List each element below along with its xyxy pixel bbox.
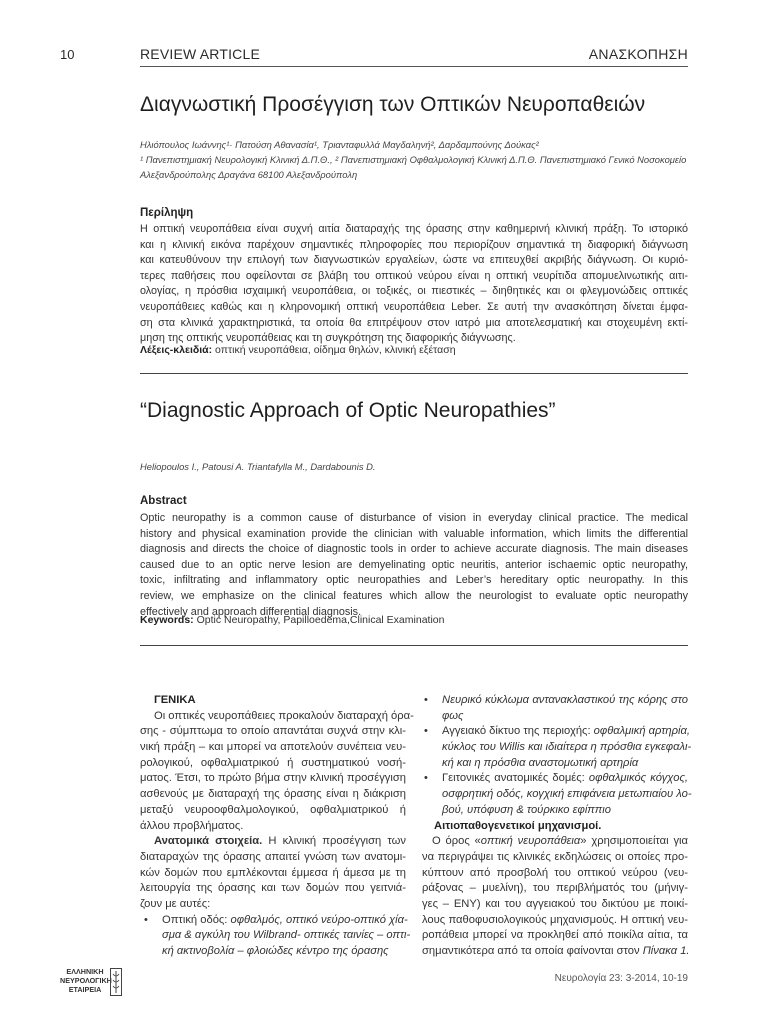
english-abstract-line: diagnosis and directs the choice of diagnostic tools in order to achieve accurate diagnosis. The main diseases: [140, 543, 688, 556]
bullet-neighbouring: [422, 771, 692, 818]
text-fragment: » χρησιμοποιείται για: [580, 835, 688, 848]
body-line: σης - σύμπτωμα το οποίο απαντάται συχνά στην κλι-: [140, 725, 406, 738]
greek-abstract-line: νευροπάθειες καθώς και η κληρονομική οπτική νευροπάθεια Leber. Σε αυτή την ανασκόπηση δίνεται έμφα-: [140, 300, 688, 313]
heading-general: ΓΕΝΙΚΑ: [154, 694, 196, 706]
english-abstract-line: history and physical examination provide the clinician with valuable information, which limits the differential: [140, 527, 688, 540]
greek-abstract-line: τερες παθήσεις που οφείλονται σε βλάβη του οπτικού νεύρου είναι η οπτική νευρίτιδα απομυελινωτικής αιτι-: [140, 269, 688, 282]
body-line: ζουν με αυτές:: [140, 897, 211, 910]
greek-affiliation-line-1: ¹ Πανεπιστημιακή Νευρολογική Κλινική Δ.Π.Θ., ² Πανεπιστημιακή Οφθαλμολογική Κλινική Δ.Π.Θ. Πανεπιστημιακό Γενικό Νοσοκομείο: [140, 154, 687, 165]
bullet-line: [442, 756, 688, 772]
bullet-line: [162, 928, 411, 944]
english-abstract-line: effectively and approach differential diagnosis.: [140, 605, 362, 618]
table-reference: Πίνακα 1.: [642, 945, 690, 957]
body-line: λους παθοφυσιολογικούς μηχανισμούς. Η οπτική νευ-: [422, 913, 688, 926]
bullet-italic: οφθαλμικός κόγχος,: [588, 772, 688, 785]
bullet-line: [442, 787, 692, 803]
english-authors: Heliopoulos I., Patousi A. Triantafylla M., Dardabounis D.: [140, 461, 376, 472]
logo-line: ΕΤΑΙΡΕΙΑ: [68, 985, 102, 994]
bullet-optic-pathway: [140, 913, 411, 960]
body-line: διαταραχών της όρασης απαιτεί γνώση των ανατομι-: [140, 850, 406, 863]
greek-affiliation-line-2: Αλεξανδρούπολης Δραγάνα 68100 Αλεξανδρούπολη: [140, 169, 358, 180]
bullet-pupil-reflex: [422, 693, 688, 724]
logo-line: ΕΛΛΗΝΙΚΗ: [66, 967, 104, 976]
bullet-line: [162, 913, 406, 929]
english-abstract-line: Optic neuropathy is a common cause of disturbance of vision in everyday clinical practice. The medical: [140, 512, 688, 524]
section-label-greek: ΑΝΑΣΚΟΠΗΣΗ: [588, 46, 688, 62]
logo-wordmark: [60, 967, 110, 994]
bullet-lead: Αγγειακό δίκτυο της περιοχής:: [442, 725, 594, 738]
bullet-italic: οφθαλμός, οπτικό νεύρο-οπτικό χία-: [230, 913, 408, 926]
term-optic-neuropathy: οπτική νευροπάθεια: [480, 835, 581, 848]
text-fragment: σημαντικότερα από τα οποία φαίνονται στον: [422, 945, 643, 957]
pathophys-first-line: [422, 834, 688, 850]
greek-abstract: [140, 222, 688, 347]
bullet-line: [442, 740, 692, 756]
heading-pathophysiology: Αιτιοπαθογενετικοί μηχανισμοί.: [434, 819, 602, 832]
greek-title: Διαγνωστική Προσέγγιση των Οπτικών Νευροπαθειών: [140, 93, 646, 116]
bullet-italic: κύκλος του Willis και ιδιαίτερα η πρόσθια εγκεφαλι-: [442, 741, 692, 754]
bullet-lead: Οπτική οδός:: [162, 913, 231, 926]
bullet-line: [162, 944, 406, 960]
anatomy-heading: Ανατομικά στοιχεία.: [154, 835, 263, 848]
body-line: γες – ΕΝΥ) και του αγγειακού του δικτύου με ποικί-: [422, 897, 688, 910]
english-keywords-label: Keywords:: [140, 614, 194, 626]
anatomy-first-text: Η κλινική προσέγγιση των: [262, 835, 406, 848]
bullet-italic: οφθαλμική αρτηρία,: [593, 725, 690, 738]
bullet-marker: •: [424, 694, 428, 706]
bullet-italic: κή ακτινοβολία – φλοιώδες κέντρο της όρασης: [162, 945, 389, 957]
bullet-italic: κή και η πρόσθια αναστομωτική αρτηρία: [442, 756, 639, 769]
greek-abstract-heading: Περίληψη: [140, 207, 194, 219]
bullet-vascular: [422, 724, 692, 771]
body-line: ματος. Έτσι, το πρώτο βήμα στην κλινική προσέγγιση: [140, 772, 406, 785]
body-line: ασθενούς με διαταραχή της όρασης είναι η διάκριση: [140, 788, 406, 801]
header-divider: [140, 66, 688, 67]
bullet-line: [442, 724, 688, 740]
bullet-line: [442, 709, 688, 725]
text-fragment: Ο όρος «: [432, 835, 481, 848]
body-line: ράξονας – μυελίνη), του περιβλήματός του (μήνιγ-: [422, 882, 688, 895]
greek-abstract-line: μηση της οπτικής νευροπάθειας και τη συγκρότηση της διαφορικής διάγνωσης.: [140, 332, 516, 345]
bullet-italic: Νευρικό κύκλωμα αντανακλαστικού της κόρης στο: [442, 694, 688, 706]
english-abstract-line: toxic, infiltrating and inflammatory optic neuropathies and Leber’s hereditary optic neuropathy. In this: [140, 574, 688, 587]
bullet-line: [442, 693, 688, 709]
bullet-marker: •: [424, 725, 428, 738]
greek-abstract-line: Η οπτική νευροπάθεια είναι συχνή αιτία διαταραχής της όρασης στην καθημερινή κλινική πράξη. Το ιστορικό: [140, 223, 688, 235]
greek-keywords-label: Λέξεις-κλειδιά:: [140, 344, 213, 356]
section-label-english: REVIEW ARTICLE: [140, 46, 261, 62]
bullet-italic: σμα & αγκύλη του Wilbrand- οπτικές ταινίες – οπτι-: [162, 929, 411, 942]
greek-abstract-line: ολογίας, η πρόσθια ισχαιμική νευροπάθεια, οι τοξικές, οι πιεστικές – διηθητικές και οι φλεγμονώδεις οπτικές: [140, 285, 688, 298]
body-line: λειτουργία της όρασης και των δομών που γειτνιά-: [140, 882, 406, 895]
body-line: άλλου προβλήματος.: [140, 819, 244, 832]
bullet-line: [442, 803, 688, 819]
english-abstract-line: review, we emphasize on the clinical features which allow the neurologist to evaluate optic neuropathy: [140, 589, 688, 602]
greek-keywords: [140, 344, 456, 356]
english-abstract-heading: Abstract: [140, 495, 187, 507]
body-line: ρολογικού, οφθαλμιατρικού ή συστηματικού νοσή-: [140, 756, 406, 769]
greek-abstract-line: και η κλινική εικόνα παρέχουν σημαντικές πληροφορίες που περιορίζουν σημαντικά τη διαφορική διάγνωση: [140, 238, 688, 251]
body-left-column: [140, 693, 414, 960]
greek-authors: Ηλιόπουλος Ιωάννης¹· Πατούση Αθανασία¹, Τριανταφυλλά Μαγδαληνή², Δαρδαμπούνης Δούκας²: [140, 139, 539, 150]
section-divider: [140, 645, 688, 646]
english-title: “Diagnostic Approach of Optic Neuropathies”: [140, 399, 556, 422]
body-line: ροπάθεια μπορεί να προκληθεί από ποικίλα αίτια, τα: [422, 929, 688, 942]
anatomy-first-line: [140, 834, 406, 850]
english-keywords-values: Optic Neuropathy, Papilloedema,Clinical Examination: [196, 614, 445, 626]
body-line: μεταξύ νευροοφθαλμολογικού, οφθαλμιατρικού ή: [140, 803, 406, 816]
greek-keywords-values: οπτική νευροπάθεια, οίδημα θηλών, κλινική εξέταση: [215, 344, 456, 356]
bullet-lead: Γειτονικές ανατομικές δομές:: [442, 772, 589, 785]
english-keywords: [140, 614, 444, 626]
body-line: να περιγράψει τις κλινικές εκδηλώσεις οι οποίες προ-: [422, 850, 688, 863]
logo-emblem-icon: [110, 968, 122, 996]
body-line: κύπτουν από προσβολή του οπτικού νεύρου (νευ-: [422, 866, 688, 879]
pathophys-last-line: [422, 944, 688, 960]
bullet-italic: φως: [442, 709, 464, 722]
logo-line: ΝΕΥΡΟΛΟΓΙΚΗ: [60, 976, 112, 985]
body-line: κών δομών που εμπλέκονται έμμεσα ή άμεσα με τη: [140, 866, 406, 879]
bullet-marker: •: [424, 772, 428, 785]
greek-abstract-line: ση στα κλινικά χαρακτηριστικά, τα οποία θα επιτρέψουν στον ιατρό μια αποτελεσματική και στοχευμένη εκτί-: [140, 316, 688, 329]
bullet-italic: βού, υπόφυση & τούρκικο εφίππιο: [442, 803, 612, 816]
greek-abstract-line: και κατευθύνουν την επιλογή των διαγνωστικών εργαλείων, ώστε να επιτευχθεί ακριβής διάγνωση. Οι κυριό-: [140, 254, 688, 267]
bullet-line: [442, 771, 688, 787]
english-abstract-line: caused due to an optic nerve lesion are demyelinating optic neuritis, anterior ischaemic optic neuropathy,: [140, 558, 688, 571]
society-logo: [60, 967, 122, 1001]
bullet-italic: οσφρητική οδός, κογχική επιφάνεια μετωπιαίου λο-: [442, 788, 692, 801]
journal-citation: Νευρολογία 23: 3-2014, 10-19: [554, 973, 688, 984]
body-right-column: [422, 693, 692, 960]
page-number: 10: [60, 47, 75, 62]
bullet-marker: •: [144, 913, 148, 926]
english-abstract: [140, 511, 688, 620]
body-line: νική πράξη – και μπορεί να αποτελούν συνέπεια νευ-: [140, 741, 406, 754]
section-divider: [140, 373, 688, 374]
body-line: Οι οπτικές νευροπάθειες προκαλούν διαταραχή όρα-: [154, 709, 414, 722]
